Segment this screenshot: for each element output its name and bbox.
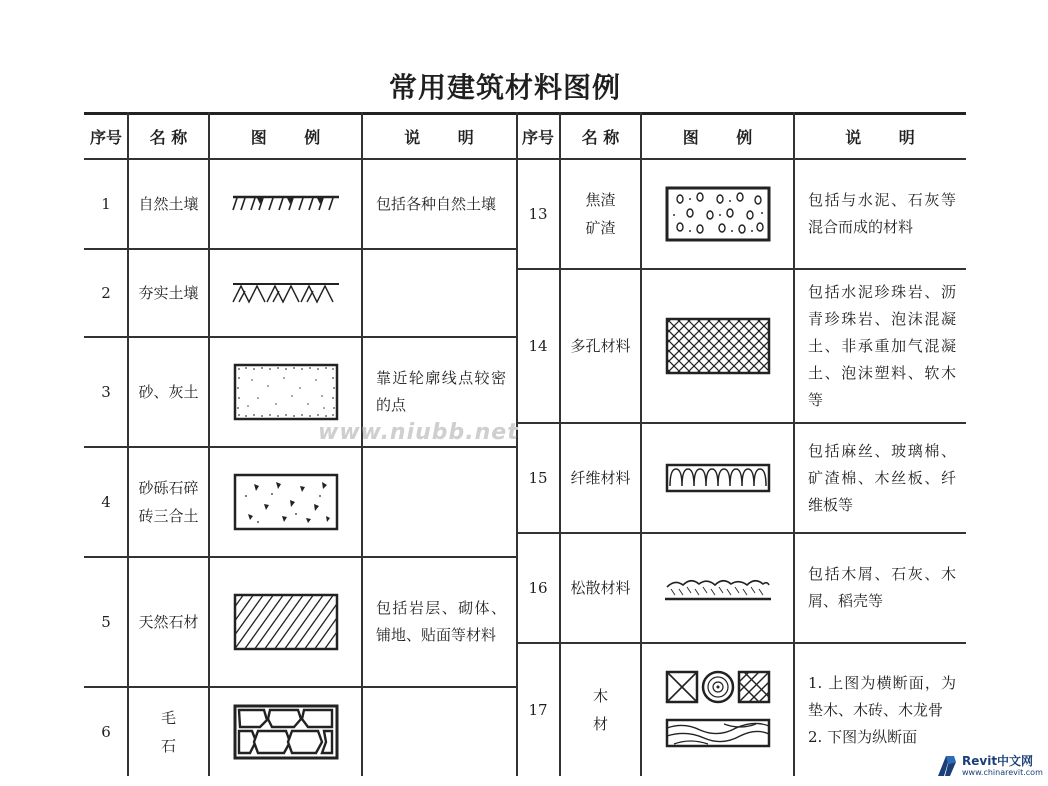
material-description xyxy=(362,250,516,336)
row-number: 17 xyxy=(528,701,548,719)
legend-table-right xyxy=(516,112,966,776)
row-number: 16 xyxy=(528,579,548,597)
row-number: 2 xyxy=(101,284,111,302)
material-description: 包括水泥珍珠岩、沥青珍珠岩、泡沫混凝土、非承重加气混凝土、泡沫塑料、软木等 xyxy=(808,282,956,409)
loose-material-icon xyxy=(641,534,794,642)
material-description: 包括与水泥、石灰等混合而成的材料 xyxy=(808,191,956,236)
header-no: 序号 xyxy=(521,128,554,147)
header-name: 名 称 xyxy=(149,128,188,147)
natural-soil-hatch-icon xyxy=(209,160,362,248)
material-description: 包括岩层、砌体、铺地、贴面等材料 xyxy=(376,599,506,644)
material-name: 木 材 xyxy=(592,687,618,733)
logo-name: Revit中文网 xyxy=(962,754,1034,768)
header-desc: 说 明 xyxy=(845,128,931,147)
porous-crosshatch-icon xyxy=(641,270,794,422)
material-description xyxy=(362,688,516,776)
header-legend: 图 例 xyxy=(682,128,769,147)
material-name: 天然石材 xyxy=(138,613,199,631)
material-name: 夯实土壤 xyxy=(138,284,199,302)
material-description xyxy=(362,448,516,556)
material-name: 多孔材料 xyxy=(570,337,631,355)
header-desc: 说 明 xyxy=(404,128,490,147)
row-number: 14 xyxy=(528,337,548,355)
header-name: 名 称 xyxy=(581,128,620,147)
revit-logo-icon xyxy=(936,754,958,778)
cinder-slag-icon xyxy=(641,160,794,268)
material-name: 松散材料 xyxy=(570,579,631,597)
compacted-soil-hatch-icon xyxy=(209,250,362,336)
material-name: 纤维材料 xyxy=(570,469,631,487)
header-legend: 图 例 xyxy=(250,128,337,147)
row-number: 13 xyxy=(528,205,548,223)
row-number: 15 xyxy=(528,469,548,487)
row-number: 1 xyxy=(101,195,111,213)
timber-section-icon xyxy=(641,644,794,776)
material-description: 包括麻丝、玻璃棉、矿渣棉、木丝板、纤维板等 xyxy=(808,441,956,514)
material-description: 1. 上图为横断面，为垫木、木砖、木龙骨 2. 下图为纵断面 xyxy=(808,673,956,746)
revit-logo xyxy=(936,752,1043,780)
logo-url: www.chinarevit.com xyxy=(962,768,1043,777)
material-description: 包括木屑、石灰、木屑、稻壳等 xyxy=(808,565,956,610)
natural-stone-hatch-icon xyxy=(209,558,362,686)
row-number: 5 xyxy=(101,613,111,631)
material-name: 毛 石 xyxy=(160,709,186,755)
material-name: 焦渣 矿渣 xyxy=(585,191,616,237)
rubble-stone-icon xyxy=(209,688,362,776)
material-description: 包括各种自然土壤 xyxy=(376,194,497,213)
fiber-wave-icon xyxy=(641,424,794,532)
material-description: 靠近轮廓线点较密的点 xyxy=(376,369,506,414)
header-no: 序号 xyxy=(89,128,122,147)
material-name: 砂砾石碎砖三合土 xyxy=(138,479,199,525)
row-number: 4 xyxy=(101,493,111,511)
watermark: www.niubb.net xyxy=(318,420,519,445)
row-number: 3 xyxy=(101,383,111,401)
row-number: 6 xyxy=(101,723,111,741)
material-name: 砂、灰土 xyxy=(138,383,199,401)
material-name: 自然土壤 xyxy=(138,195,199,213)
page-title: 常用建筑材料图例 xyxy=(388,71,621,104)
gravel-concrete-icon xyxy=(209,448,362,556)
